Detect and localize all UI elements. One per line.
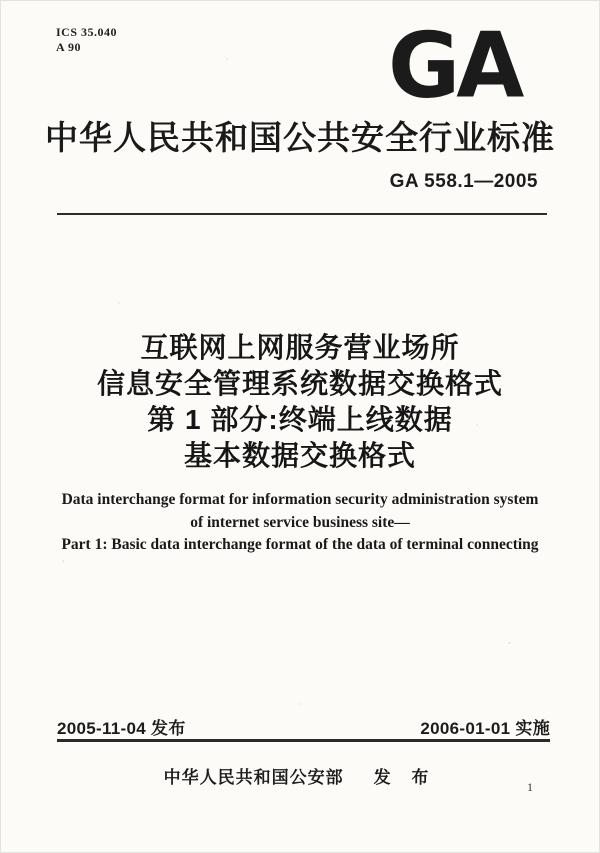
title-chinese xyxy=(0,330,600,474)
ics-code: ICS 35.040 xyxy=(56,25,118,39)
page-number: 1 xyxy=(527,780,533,794)
ga-logo: GA xyxy=(388,12,521,118)
scan-speck xyxy=(226,58,228,60)
ics-classification xyxy=(56,25,117,55)
header-divider-rule xyxy=(57,213,547,215)
scan-speck xyxy=(540,148,542,150)
title-en-line-3: Part 1: Basic data interchange format of the data of terminal connecting xyxy=(61,536,539,553)
title-cn-line-3: 第 1 部分:终端上线数据 xyxy=(147,404,453,435)
title-en-line-2: of internet service business site— xyxy=(190,513,410,531)
standard-code: GA 558.1—2005 xyxy=(389,171,538,192)
implement-date: 2006-01-01 实施 xyxy=(420,719,550,738)
scan-speck xyxy=(118,302,120,304)
title-english xyxy=(0,489,600,557)
date-row xyxy=(57,714,550,739)
title-cn-line-2: 信息安全管理系统数据交换格式 xyxy=(96,368,503,399)
scan-speck xyxy=(476,424,478,426)
title-en-line-1: Data interchange format for information security administration system xyxy=(61,491,539,508)
scan-speck xyxy=(298,703,300,705)
publish-label: 发 布 xyxy=(373,768,437,787)
scan-speck xyxy=(508,642,511,644)
issue-date: 2005-11-04 发布 xyxy=(57,719,186,738)
standard-class-heading: 中华人民共和国公共安全行业标准 xyxy=(45,119,555,156)
publisher-row xyxy=(0,763,600,788)
footer-divider-rule xyxy=(57,739,550,742)
title-cn-line-1: 互联网上网服务营业场所 xyxy=(140,332,460,363)
title-cn-line-4: 基本数据交换格式 xyxy=(183,440,416,471)
ccs-code: A 90 xyxy=(56,40,82,54)
scan-speck xyxy=(62,560,64,563)
publisher-name: 中华人民共和国公安部 xyxy=(163,768,344,787)
